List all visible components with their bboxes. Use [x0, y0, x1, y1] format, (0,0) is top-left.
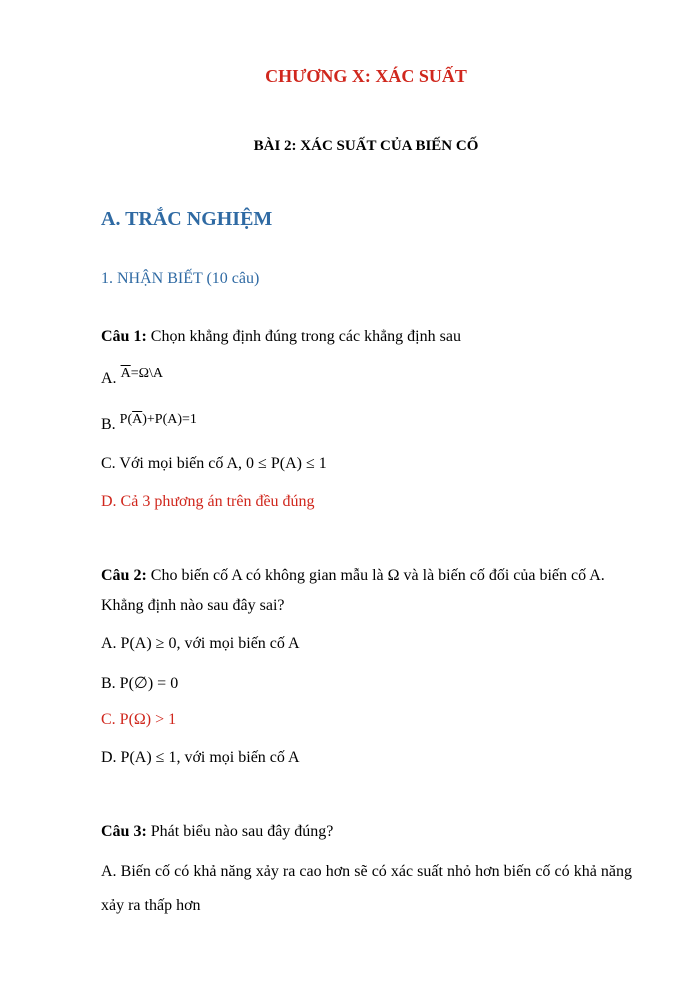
question-3-label: Câu 3:: [101, 823, 147, 840]
question-2-option-d: D. P(A) ≤ 1, với mọi biến cố A: [101, 749, 300, 766]
section-heading: A. TRẮC NGHIỆM: [101, 208, 273, 230]
question-1-text: Chọn khẳng định đúng trong các khẳng định sau: [146, 328, 461, 345]
question-1-option-d: D. Cả 3 phương án trên đều đúng: [101, 493, 315, 510]
question-3-text: Phát biểu nào sau đây đúng?: [146, 823, 334, 840]
question-3-option-a: A. Biến cố có khả năng xảy ra cao hơn sẽ có xác suất nhỏ hơn biến cố có khả năng xảy ra thấp hơn: [101, 863, 632, 914]
question-3: [101, 823, 333, 841]
question-2-text-cont: Khẳng định nào sau đây sai?: [101, 597, 285, 614]
option-letter: A.: [101, 370, 117, 387]
question-1-option-b: [101, 412, 197, 434]
question-1-option-c: C. Với mọi biến cố A, 0 ≤ P(A) ≤ 1: [101, 455, 327, 472]
question-2-option-c: C. P(Ω) > 1: [101, 711, 177, 728]
formula: $P(\overline{A})+P(A)=1$: [119, 412, 197, 427]
chapter-title: CHƯƠNG X: XÁC SUẤT: [265, 66, 467, 86]
question-1-option-a: [101, 366, 163, 388]
question-2-option-b: B. P(∅) = 0: [101, 675, 179, 692]
option-letter: B.: [101, 416, 116, 433]
question-2-label: Câu 2:: [101, 567, 147, 584]
formula: $\overline{A}=\Omega\backslash A$: [120, 366, 163, 381]
subsection-heading: 1. NHẬN BIẾT (10 câu): [101, 270, 260, 287]
question-1: [101, 328, 461, 346]
question-2-text: Cho biến cố A có không gian mẫu là Ω và là biến cố đối của biến cố A.: [146, 567, 605, 584]
lesson-title: BÀI 2: XÁC SUẤT CỦA BIẾN CỐ: [253, 138, 479, 154]
question-1-label: Câu 1:: [101, 328, 147, 345]
question-2-option-a: A. P(A) ≥ 0, với mọi biến cố A: [101, 635, 300, 652]
question-2: [101, 567, 605, 585]
